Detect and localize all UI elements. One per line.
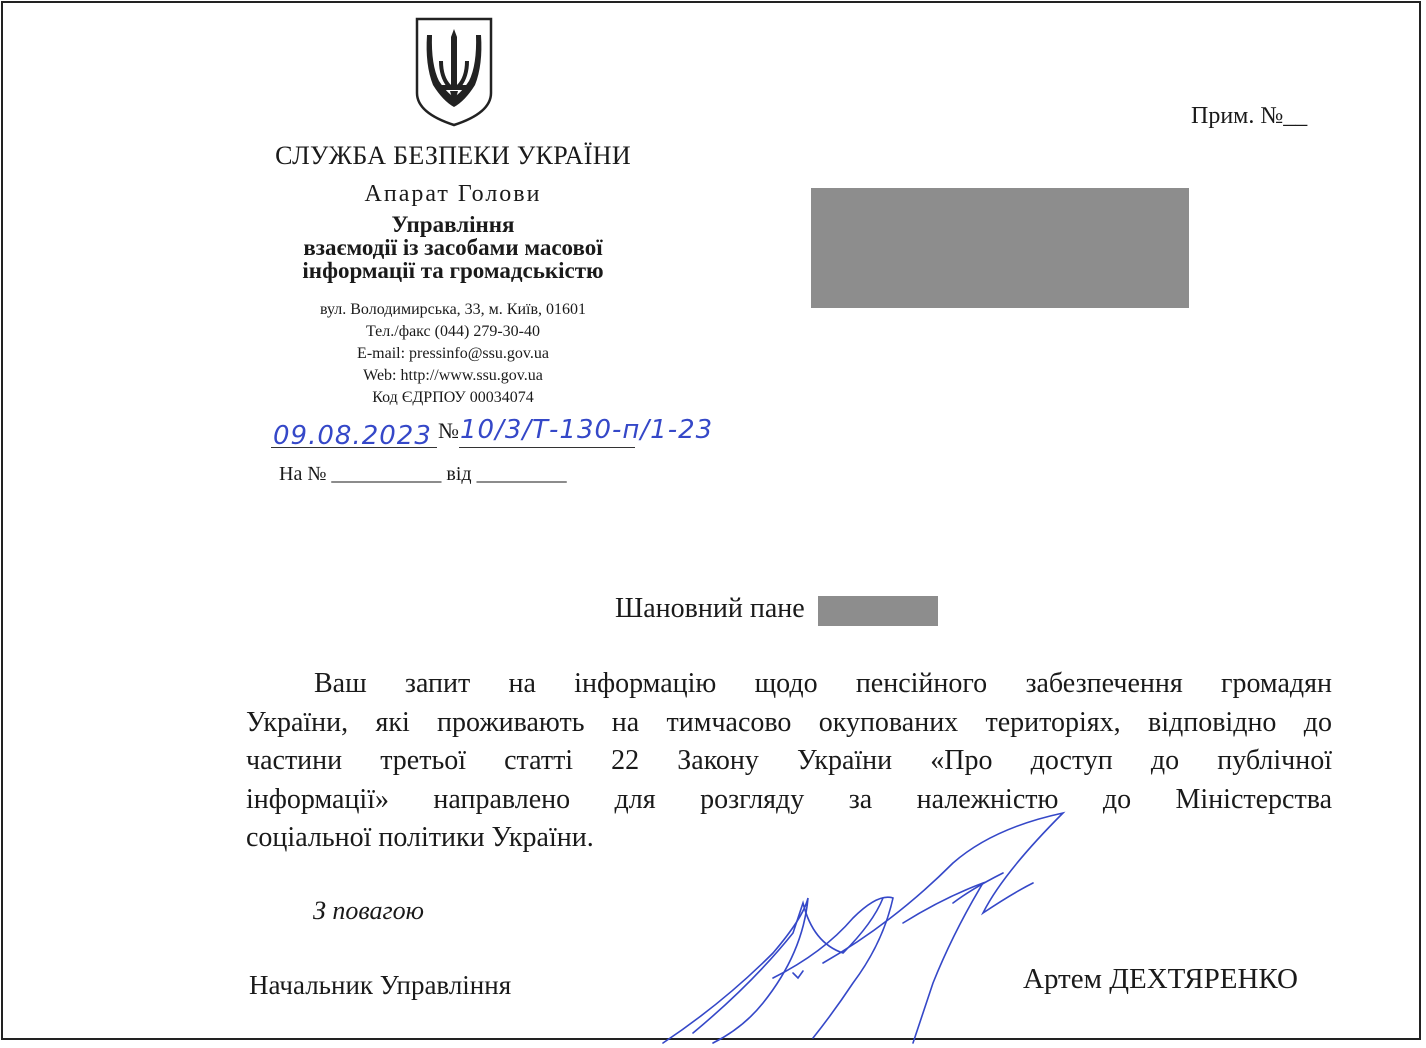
letter-page: [1, 1, 1421, 1040]
trident-emblem-icon: [413, 15, 495, 127]
number-underline: [459, 447, 635, 448]
outgoing-number: [438, 415, 713, 445]
date-underline: [271, 447, 437, 448]
body-line: інформації» направлено для розгляду за належністю до Міністерства: [246, 783, 1332, 815]
signer-position: Начальник Управління: [249, 970, 512, 1000]
body-line: соціальної політики України.: [246, 822, 594, 853]
greeting: [615, 593, 938, 626]
body-line: України, які проживають на тимчасово окупованих територіях, відповідно до: [246, 706, 1332, 738]
organization-name: СЛУЖБА БЕЗПЕКИ УКРАЇНИ: [275, 141, 631, 170]
number-prefix: №: [438, 418, 460, 443]
handwritten-signature: [653, 803, 1093, 1048]
signer-name: Артем ДЕХТЯРЕНКО: [1023, 963, 1298, 995]
department-name: [193, 213, 713, 282]
address: вул. Володимирська, 33, м. Київ, 01601: [319, 301, 587, 318]
outgoing-date: 09.08.2023: [273, 421, 432, 451]
email: E-mail: pressinfo@ssu.gov.ua: [357, 345, 549, 362]
body-line: Ваш запит на інформацію щодо пенсійного забезпечення громадян: [314, 668, 1332, 699]
phone: Тел./факс (044) 279-30-40: [366, 323, 540, 340]
greeting-text: Шановний пане: [615, 593, 805, 624]
edrpou-code: Код ЄДРПОУ 00034074: [372, 389, 534, 406]
apparatus-name: Апарат Голови: [364, 181, 542, 207]
redacted-recipient-block: [811, 188, 1189, 308]
department-line: Управління: [391, 212, 515, 237]
redacted-name: [818, 596, 938, 626]
registration-note: Прим. №__: [1191, 103, 1308, 129]
body-line: частини третьої статті 22 Закону України «Про доступ до публічної: [246, 745, 1332, 776]
department-line: інформації та громадськістю: [302, 258, 604, 283]
website: Web: http://www.ssu.gov.ua: [363, 367, 543, 384]
reply-reference: На № ___________ від _________: [279, 463, 567, 485]
department-line: взаємодії із засобами масової: [303, 235, 603, 260]
closing-regards: З повагою: [313, 896, 424, 925]
outgoing-number-value: 10/3/Т-130-п/1-23: [460, 415, 714, 445]
